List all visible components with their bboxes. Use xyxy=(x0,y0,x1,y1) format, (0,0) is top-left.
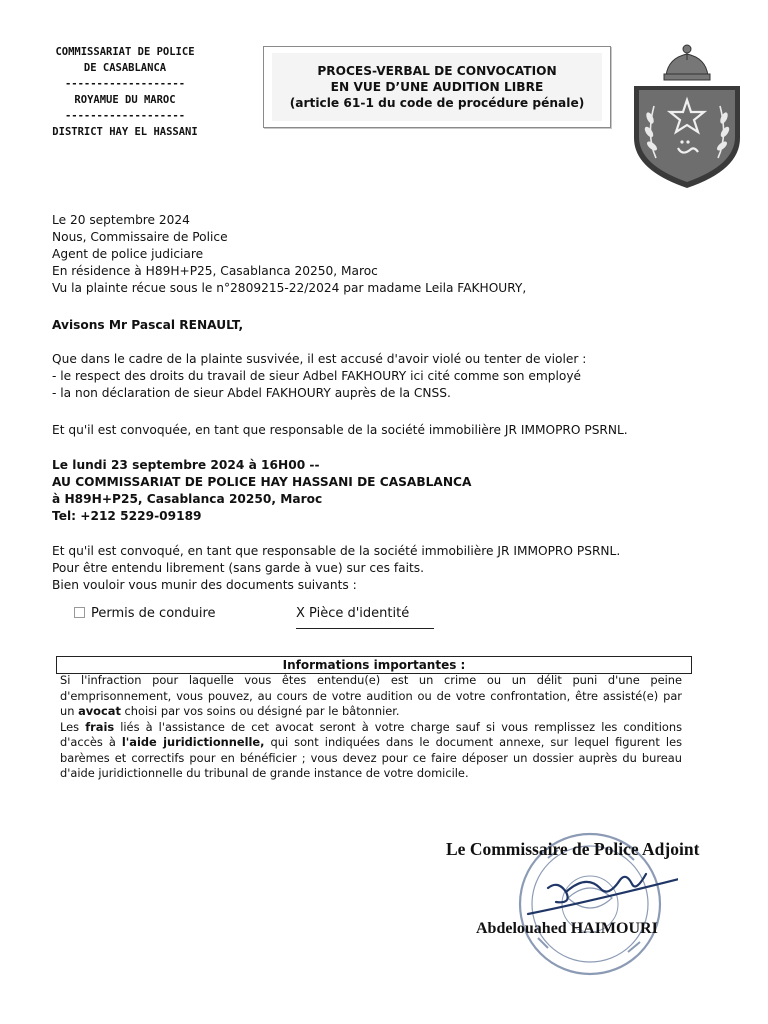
appointment-address: à H89H+P25, Casablanca 20250, Maroc xyxy=(52,492,323,506)
accusation-line: - la non déclaration de sieur Abdel FAKHOURY auprès de la CNSS. xyxy=(52,386,451,400)
closing-block xyxy=(52,543,620,594)
title-line-3: (article 61-1 du code de procédure pénale) xyxy=(289,96,585,110)
intro-line: Nous, Commissaire de Police xyxy=(52,230,228,244)
intro-line: En résidence à H89H+P25, Casablanca 20250, Maroc xyxy=(52,264,378,278)
document-option-permis xyxy=(74,606,216,626)
intro-line: Agent de police judiciare xyxy=(52,247,204,261)
intro-block xyxy=(52,212,526,297)
accusation-block xyxy=(52,351,586,402)
accusation-line: Que dans le cadre de la plainte susvivée, il est accusé d'avoir violé ou tenter de violer : xyxy=(52,352,587,366)
intro-line: Vu la plainte récue sous le n°2809215-22/2024 par madame Leila FAKHOURY, xyxy=(52,281,527,295)
title-line-2: EN VUE D’UNE AUDITION LIBRE xyxy=(330,80,544,94)
header-line: ROYAMUE DU MAROC xyxy=(74,94,176,106)
permis-label: Permis de conduire xyxy=(91,606,216,621)
appointment-block xyxy=(52,457,471,525)
header-line: COMMISSARIAT DE POLICE xyxy=(55,46,195,58)
info-text xyxy=(60,673,682,782)
accusation-line: - le respect des droits du travail de sieur Adbel FAKHOURY ici cité comme son employé xyxy=(52,369,582,383)
header-line: ------------------- xyxy=(64,110,186,122)
checkbox-icon xyxy=(74,607,85,618)
appointment-place: AU COMMISSARIAT DE POLICE HAY HASSANI DE CASABLANCA xyxy=(52,475,472,489)
convocation-line: Et qu'il est convoquée, en tant que responsable de la société immobilière JR IMMOPRO PSRNL. xyxy=(52,423,628,437)
header-line: ------------------- xyxy=(64,78,186,90)
addressee: Avisons Mr Pascal RENAULT, xyxy=(52,318,244,332)
header-line: DISTRICT HAY EL HASSANI xyxy=(52,126,198,138)
document-option-piece xyxy=(296,606,409,626)
closing-line: Bien vouloir vous munir des documents suivants : xyxy=(52,578,357,592)
title-line-1: PROCES-VERBAL DE CONVOCATION xyxy=(317,64,557,78)
appointment-phone: Tel: +212 5229-09189 xyxy=(52,509,202,523)
piece-underline xyxy=(296,628,434,629)
piece-label: X Pièce d'identité xyxy=(296,606,410,621)
closing-line: Pour être entendu librement (sans garde à vue) sur ces faits. xyxy=(52,561,424,575)
signature-name: Abdelouahed HAIMOURI xyxy=(476,920,658,937)
document-title-box xyxy=(263,46,611,128)
crown-icon xyxy=(664,45,710,80)
closing-line: Et qu'il est convoqué, en tant que responsable de la société immobilière JR IMMOPRO PSRNL. xyxy=(52,544,621,558)
info-heading: Informations importantes : xyxy=(56,656,692,674)
info-paragraph-2: Les frais liés à l'assistance de cet avocat seront à votre charge sauf si vous remplissez les conditions d'accès à l'aide juridictionnelle, qui sont indiquées dans le document annexe, sur lequel figurent les barèmes et correctifs pour en bénéficier ; vous devez pour ce faire déposer un dossier auprès du bureau d'aide juridictionnelle du tribunal de grande instance de votre domicile. xyxy=(60,719,683,780)
info-paragraph-1: Si l'infraction pour laquelle vous êtes entendu(e) est un crime ou un délit puni d'une peine d'emprisonnement, vous pouvez, au cours de votre audition ou de votre confrontation, être assisté(e) par un avocat choisi par vos soins ou désigné par le bâtonnier. xyxy=(60,673,682,718)
header-line: DE CASABLANCA xyxy=(83,62,167,74)
police-emblem-icon xyxy=(628,40,746,190)
signature-title: Le Commissaire de Police Adjoint xyxy=(446,839,700,859)
intro-date: Le 20 septembre 2024 xyxy=(52,213,190,227)
appointment-date: Le lundi 23 septembre 2024 à 16H00 -- xyxy=(52,458,320,472)
header-organization xyxy=(30,44,220,140)
